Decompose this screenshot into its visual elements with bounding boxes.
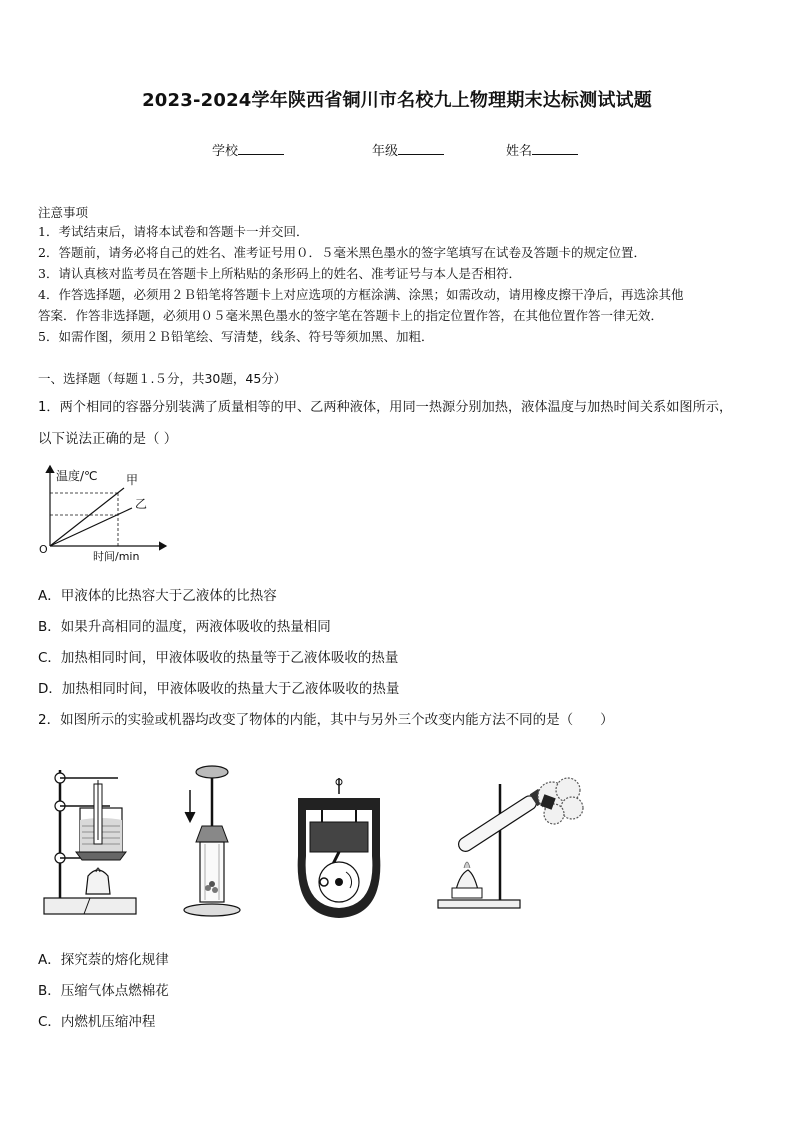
name-label: 姓名 — [506, 144, 533, 159]
option-d: D．加热相同时间，甲液体吸收的热量大于乙液体吸收的热量 — [38, 681, 400, 697]
note-item: 1．考试结束后，请将本试卷和答题卡一并交回． — [38, 224, 309, 239]
question-1-stem-cont: 以下说法正确的是（ ） — [38, 431, 178, 447]
question-1-stem: 1．两个相同的容器分别装满了质量相等的甲、乙两种液体，用同一热源分别加热，液体温度与加热时间关系如图所示， — [38, 400, 733, 415]
name-blank — [532, 142, 578, 155]
note-item: 4．作答选择题，必须用２Ｂ铅笔将答题卡上对应选项的方框涂满、涂黑；如需改动，请用橡皮擦干净后，再选涂其他 — [38, 287, 684, 302]
line-jia-label: 甲 — [126, 473, 139, 487]
grade-label: 年级 — [372, 144, 399, 159]
q2-option-b: B．压缩气体点燃棉花 — [38, 983, 169, 999]
question-2-stem: 2．如图所示的实验或机器均改变了物体的内能，其中与另外三个改变内能方法不同的是（ ） — [38, 712, 614, 728]
name-field — [506, 140, 578, 159]
line-yi-label: 乙 — [135, 497, 148, 511]
note-item: 答案．作答非选择题，必须用０５毫米黑色墨水的签字笔在答题卡上的指定位置作答，在其他位置作答一律无效． — [38, 308, 664, 323]
option-a: A．甲液体的比热容大于乙液体的比热容 — [38, 588, 277, 604]
figure-compression-ignition — [178, 762, 242, 922]
note-item: 5．如需作图，须用２Ｂ铅笔绘、写清楚，线条、符号等须加黑、加粗． — [38, 329, 434, 344]
figure-naphthalene-melting — [40, 760, 140, 922]
y-axis-label: 温度/℃ — [56, 469, 98, 483]
school-label: 学校 — [212, 144, 239, 159]
note-item: 3．请认真核对监考员在答题卡上所粘贴的条形码上的姓名、准考证号与本人是否相符． — [38, 266, 521, 281]
q2-option-a: A．探究萘的熔化规律 — [38, 952, 169, 968]
origin-label: O — [39, 543, 48, 556]
notes-heading: 注意事项 — [38, 205, 89, 220]
school-field — [212, 140, 284, 159]
grade-blank — [398, 142, 444, 155]
temperature-time-graph — [36, 460, 176, 566]
figure-test-tube-cork — [434, 770, 590, 912]
option-b: B．如果升高相同的温度，两液体吸收的热量相同 — [38, 619, 331, 635]
school-blank — [238, 142, 284, 155]
figure-engine-compression-stroke — [290, 776, 388, 922]
option-c: C．加热相同时间，甲液体吸收的热量等于乙液体吸收的热量 — [38, 650, 399, 666]
section-title: 一、选择题（每题１.５分，共30题，45分） — [38, 371, 287, 386]
x-axis-label: 时间/min — [93, 550, 140, 563]
page-title: 2023-2024学年陕西省铜川市名校九上物理期末达标测试试题 — [142, 90, 652, 111]
q2-option-c: C．内燃机压缩冲程 — [38, 1014, 156, 1030]
grade-field — [372, 140, 444, 159]
note-item: 2．答题前，请务必将自己的姓名、准考证号用０．５毫米黑色墨水的签字笔填写在试卷及答题卡的规定位置． — [38, 245, 646, 260]
